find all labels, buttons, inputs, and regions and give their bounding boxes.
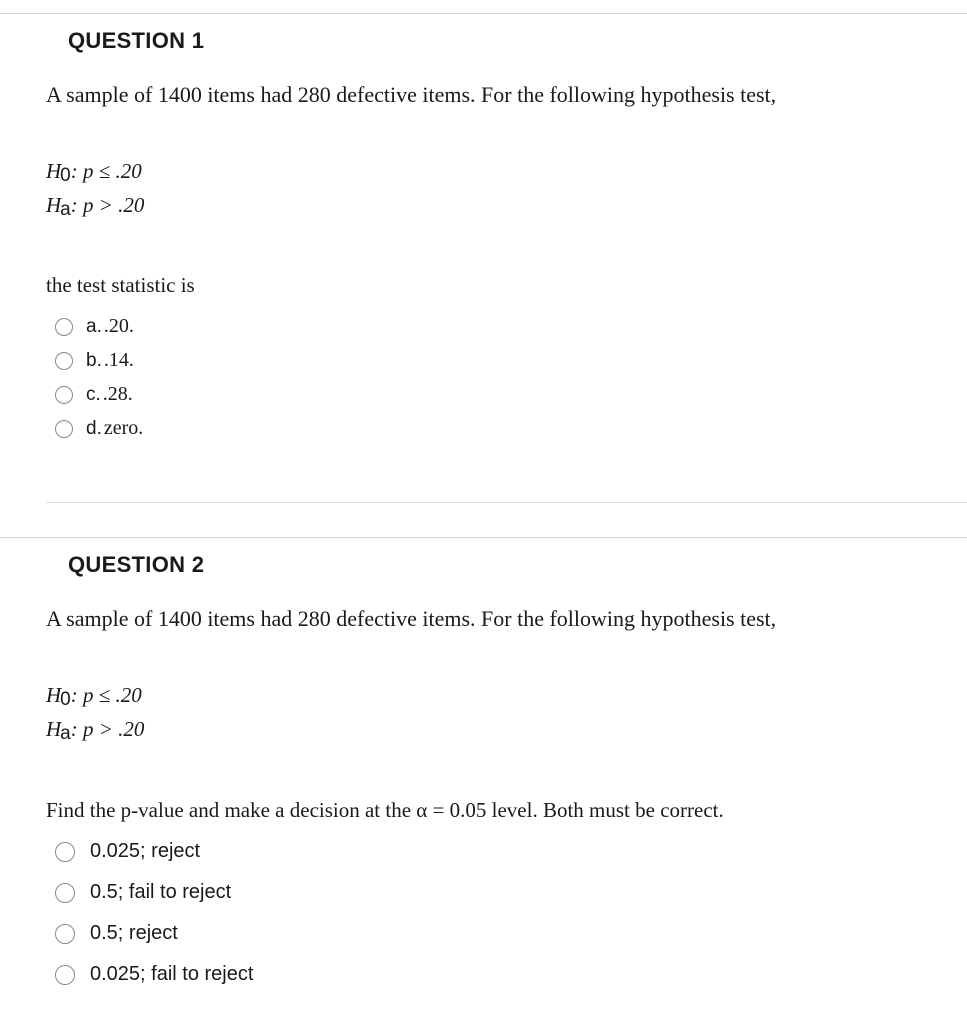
ha-sub: a — [60, 199, 71, 220]
h0-var: H — [46, 683, 62, 707]
h0-sub: 0 — [60, 165, 71, 186]
option-label: 0.025; reject — [90, 840, 201, 862]
h0-rest: : p ≤ .20 — [70, 159, 142, 183]
option-value: zero. — [103, 417, 144, 439]
ha-rest: : p > .20 — [70, 717, 145, 741]
question-1-null-hypothesis — [46, 159, 142, 184]
question-2-question: Find the p-value and make a decision at the α = 0.05 level. Both must be correct. — [46, 798, 724, 822]
radio-button[interactable] — [55, 420, 73, 438]
h0-var: H — [46, 159, 62, 183]
option-label: 0.5; fail to reject — [90, 881, 232, 903]
question-1-option-c[interactable] — [55, 383, 133, 406]
question-1-prompt: A sample of 1400 items had 280 defective items. For the following hypothesis test, — [46, 82, 777, 107]
h0-sub: 0 — [60, 689, 71, 710]
h0-rest: : p ≤ .20 — [70, 683, 142, 707]
question-2-null-hypothesis — [46, 683, 142, 708]
question-2-option-4[interactable] — [55, 963, 253, 986]
question-2-prompt: A sample of 1400 items had 280 defective items. For the following hypothesis test, — [46, 606, 777, 631]
option-label: 0.5; reject — [90, 922, 178, 944]
option-value: .14. — [103, 349, 134, 371]
option-letter: a. — [86, 315, 102, 337]
question-2-option-2[interactable] — [55, 881, 231, 904]
question-2-title: QUESTION 2 — [68, 552, 205, 577]
ha-sub: a — [60, 723, 71, 744]
question-1-alt-hypothesis — [46, 193, 144, 218]
radio-button[interactable] — [55, 842, 75, 862]
question-2-alt-hypothesis — [46, 717, 144, 742]
question-2-top-divider — [0, 537, 967, 538]
question-2-option-3[interactable] — [55, 922, 178, 945]
question-1-title: QUESTION 1 — [68, 28, 205, 53]
option-label: 0.025; fail to reject — [90, 963, 254, 985]
ha-var: H — [46, 193, 62, 217]
question-1-option-b[interactable] — [55, 349, 134, 372]
question-2-option-1[interactable] — [55, 840, 200, 863]
option-letter: c. — [86, 383, 101, 405]
ha-var: H — [46, 717, 62, 741]
radio-button[interactable] — [55, 386, 73, 404]
top-divider — [0, 13, 967, 14]
option-letter: b. — [86, 349, 102, 371]
option-value: .20. — [103, 315, 134, 337]
radio-button[interactable] — [55, 883, 75, 903]
question-1-bottom-divider — [46, 502, 967, 503]
option-letter: d. — [86, 417, 102, 439]
ha-rest: : p > .20 — [70, 193, 145, 217]
radio-button[interactable] — [55, 318, 73, 336]
radio-button[interactable] — [55, 352, 73, 370]
question-1-option-a[interactable] — [55, 315, 134, 338]
question-1-question: the test statistic is — [46, 273, 195, 297]
radio-button[interactable] — [55, 965, 75, 985]
radio-button[interactable] — [55, 924, 75, 944]
option-value: .28. — [102, 383, 133, 405]
question-1-option-d[interactable] — [55, 417, 143, 440]
